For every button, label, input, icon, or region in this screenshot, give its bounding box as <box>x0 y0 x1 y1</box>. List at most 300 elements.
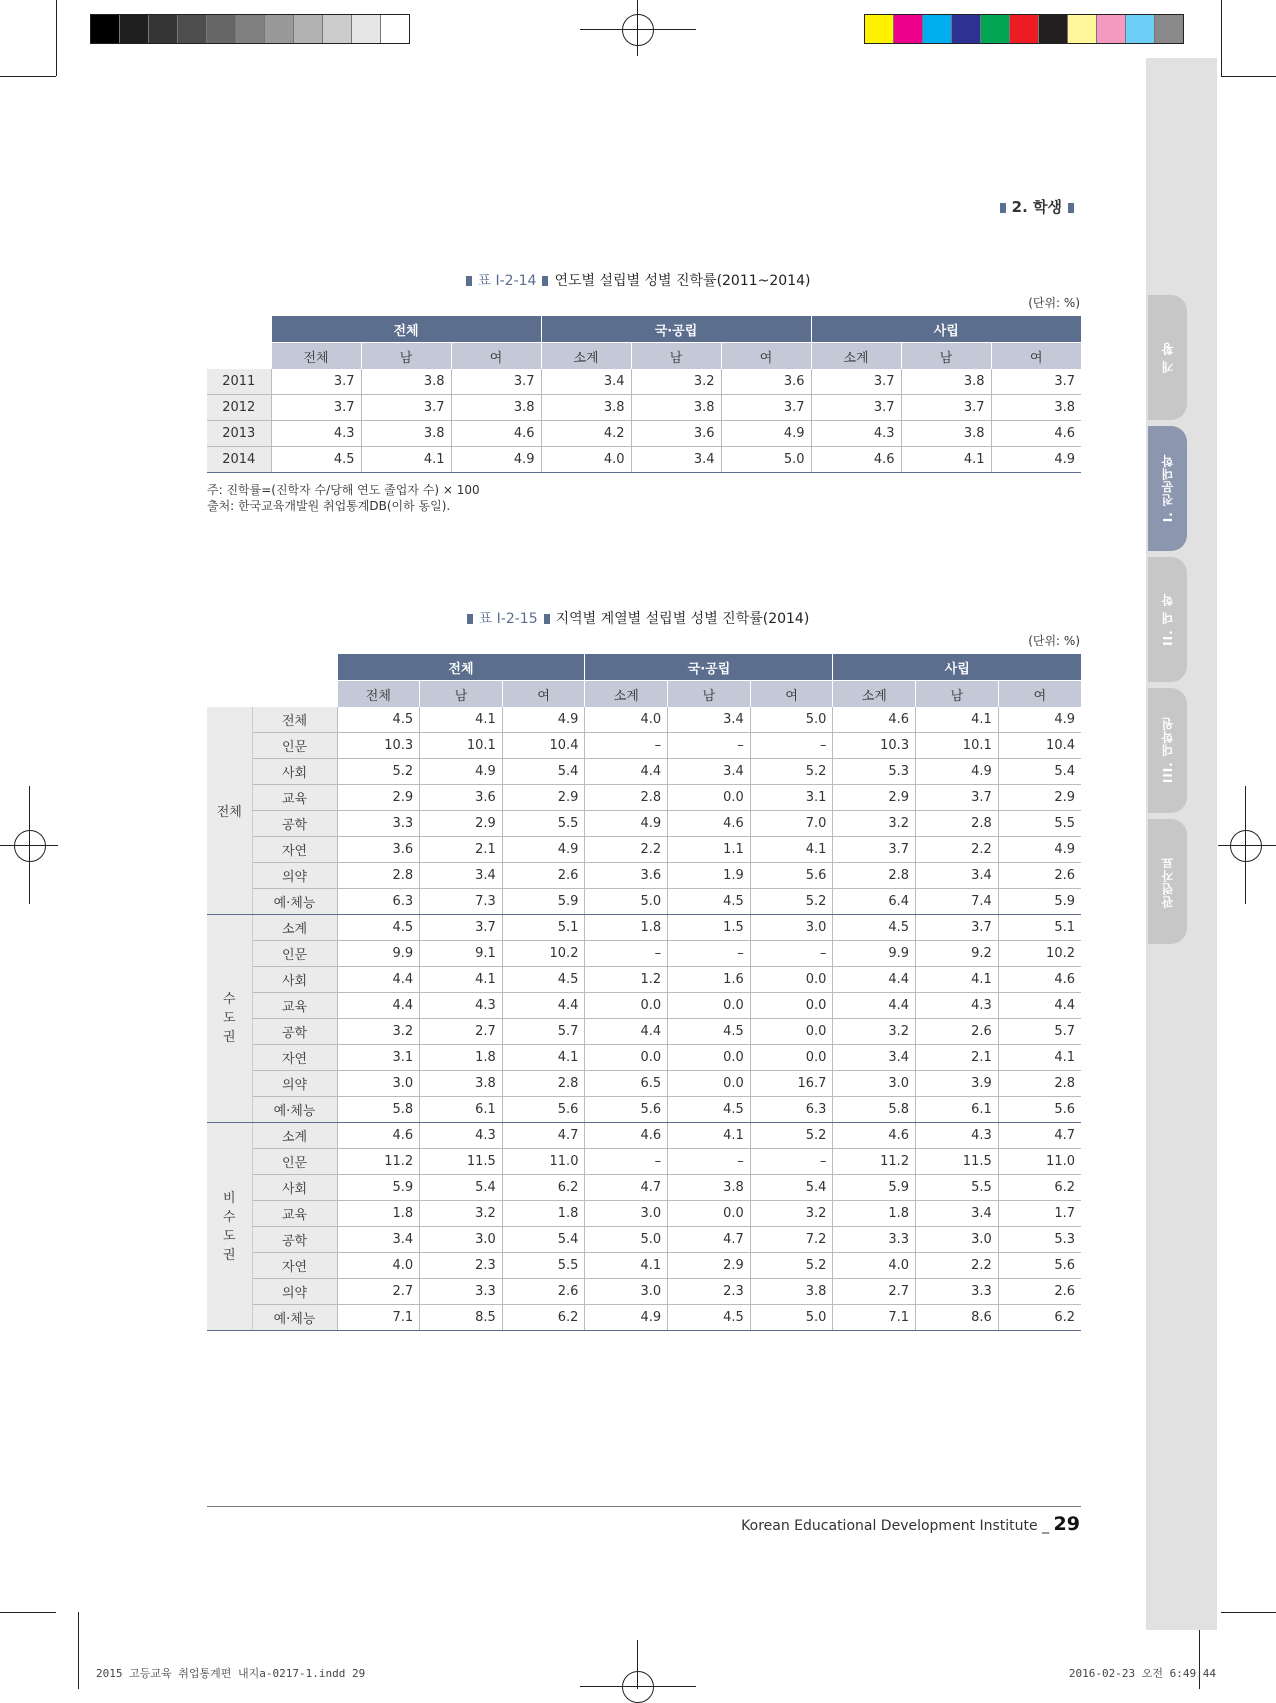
color-swatch <box>178 15 207 43</box>
value-cell: 3.6 <box>585 863 668 889</box>
value-cell: 5.5 <box>502 1253 585 1279</box>
group-header: 사립 <box>833 654 1081 681</box>
value-cell: 3.8 <box>451 395 541 421</box>
value-cell: – <box>750 1149 833 1175</box>
value-cell: 4.3 <box>420 993 503 1019</box>
value-cell: 5.8 <box>337 1097 420 1123</box>
value-cell: 1.8 <box>502 1201 585 1227</box>
color-swatch <box>952 15 981 43</box>
color-swatch <box>1126 15 1155 43</box>
value-cell: 11.2 <box>833 1149 916 1175</box>
value-cell: – <box>585 941 668 967</box>
value-cell: 6.5 <box>585 1071 668 1097</box>
value-cell: 2.9 <box>668 1253 751 1279</box>
value-cell: 3.0 <box>585 1279 668 1305</box>
table1-title-text: 연도별 설립별 성별 진학률(2011~2014) <box>554 273 811 289</box>
value-cell: 4.2 <box>541 421 631 447</box>
table-row <box>207 1201 1081 1227</box>
table2-group-header-row <box>207 654 1081 681</box>
value-cell: 0.0 <box>750 1045 833 1071</box>
tab-label: 개 황 <box>1161 341 1175 374</box>
table-row <box>207 1253 1081 1279</box>
color-swatch <box>149 15 178 43</box>
value-cell: 3.7 <box>811 369 901 395</box>
value-cell: 2.1 <box>916 1045 999 1071</box>
value-cell: 4.5 <box>271 447 361 473</box>
table-row <box>207 1123 1081 1149</box>
value-cell: 11.0 <box>998 1149 1081 1175</box>
value-cell: 10.2 <box>502 941 585 967</box>
sub-header: 여 <box>750 681 833 708</box>
category-cell: 인문 <box>252 1149 337 1175</box>
value-cell: 2.9 <box>502 785 585 811</box>
value-cell: – <box>668 941 751 967</box>
value-cell: 4.1 <box>361 447 451 473</box>
value-cell: 3.8 <box>361 421 451 447</box>
value-cell: 3.6 <box>337 837 420 863</box>
value-cell: 3.8 <box>541 395 631 421</box>
category-cell: 교육 <box>252 785 337 811</box>
group-header: 사립 <box>811 316 1081 343</box>
color-swatch <box>865 15 894 43</box>
value-cell: 3.7 <box>271 369 361 395</box>
value-cell: 3.4 <box>668 759 751 785</box>
value-cell: 3.0 <box>337 1071 420 1097</box>
value-cell: 3.4 <box>916 863 999 889</box>
color-swatch <box>1068 15 1097 43</box>
sub-header: 남 <box>916 681 999 708</box>
value-cell: 4.6 <box>585 1123 668 1149</box>
color-swatch <box>381 15 409 43</box>
value-cell: 5.9 <box>502 889 585 915</box>
value-cell: 0.0 <box>750 993 833 1019</box>
value-cell: 3.7 <box>451 369 541 395</box>
value-cell: 3.6 <box>631 421 721 447</box>
value-cell: 2.8 <box>916 811 999 837</box>
tab-label: II. 대 학 <box>1161 593 1175 646</box>
value-cell: 3.6 <box>721 369 811 395</box>
sub-header: 남 <box>901 343 991 370</box>
value-cell: 2.8 <box>337 863 420 889</box>
table2-title-text: 지역별 계열별 설립별 성별 진학률(2014) <box>555 611 810 627</box>
table2-sub-header-row <box>207 681 1081 708</box>
value-cell: 2.2 <box>916 837 999 863</box>
value-cell: 4.1 <box>916 707 999 733</box>
table-row <box>207 811 1081 837</box>
value-cell: 4.1 <box>502 1045 585 1071</box>
value-cell: 0.0 <box>668 993 751 1019</box>
value-cell: – <box>750 733 833 759</box>
table1-unit: (단위: %) <box>1028 296 1080 310</box>
value-cell: 10.4 <box>502 733 585 759</box>
value-cell: 7.0 <box>750 811 833 837</box>
value-cell: 3.8 <box>420 1071 503 1097</box>
value-cell: 3.3 <box>833 1227 916 1253</box>
value-cell: 3.7 <box>811 395 901 421</box>
value-cell: 7.2 <box>750 1227 833 1253</box>
value-cell: 4.0 <box>337 1253 420 1279</box>
category-cell: 사회 <box>252 1175 337 1201</box>
sub-header: 소계 <box>833 681 916 708</box>
value-cell: 4.3 <box>811 421 901 447</box>
region-label: 수도권 <box>222 992 236 1045</box>
tab-label: 관련자료 <box>1161 855 1175 908</box>
value-cell: 2.2 <box>585 837 668 863</box>
region-cell <box>207 707 252 915</box>
category-cell: 공학 <box>252 1227 337 1253</box>
value-cell: 6.3 <box>337 889 420 915</box>
section-header <box>994 196 1080 217</box>
value-cell: 4.6 <box>998 967 1081 993</box>
value-cell: 4.6 <box>811 447 901 473</box>
value-cell: 4.0 <box>833 1253 916 1279</box>
value-cell: 8.5 <box>420 1305 503 1331</box>
value-cell: 4.4 <box>833 993 916 1019</box>
value-cell: 3.8 <box>901 421 991 447</box>
tab-graduate-school[interactable] <box>1148 688 1187 813</box>
value-cell: 4.9 <box>998 707 1081 733</box>
table2-label: 표 Ⅰ-2-15 <box>478 611 538 627</box>
value-cell: 6.2 <box>502 1305 585 1331</box>
value-cell: 5.2 <box>750 1253 833 1279</box>
category-cell: 공학 <box>252 1019 337 1045</box>
value-cell: 2.6 <box>998 1279 1081 1305</box>
tab-junior-college[interactable] <box>1148 426 1187 551</box>
value-cell: 5.3 <box>998 1227 1081 1253</box>
value-cell: 1.5 <box>668 915 751 941</box>
color-swatch <box>294 15 323 43</box>
value-cell: 5.3 <box>833 759 916 785</box>
value-cell: 3.0 <box>750 915 833 941</box>
year-cell: 2013 <box>207 421 271 447</box>
value-cell: 1.8 <box>337 1201 420 1227</box>
value-cell: 3.4 <box>668 707 751 733</box>
value-cell: 2.6 <box>916 1019 999 1045</box>
value-cell: 4.9 <box>502 707 585 733</box>
value-cell: 3.2 <box>750 1201 833 1227</box>
table-row <box>207 447 1081 473</box>
value-cell: 3.7 <box>721 395 811 421</box>
value-cell: 3.0 <box>420 1227 503 1253</box>
value-cell: 10.4 <box>998 733 1081 759</box>
value-cell: 5.0 <box>721 447 811 473</box>
table-row <box>207 863 1081 889</box>
value-cell: 10.3 <box>833 733 916 759</box>
footer-rule <box>207 1506 1081 1507</box>
value-cell: 2.6 <box>502 863 585 889</box>
value-cell: 3.4 <box>337 1227 420 1253</box>
value-cell: 3.4 <box>420 863 503 889</box>
value-cell: – <box>668 1149 751 1175</box>
sub-header: 여 <box>998 681 1081 708</box>
table-row <box>207 1175 1081 1201</box>
tab-overview[interactable] <box>1148 295 1187 420</box>
value-cell: 1.2 <box>585 967 668 993</box>
table-row <box>207 1045 1081 1071</box>
value-cell: 0.0 <box>668 1201 751 1227</box>
year-cell: 2014 <box>207 447 271 473</box>
sub-header: 여 <box>721 343 811 370</box>
value-cell: 5.9 <box>337 1175 420 1201</box>
sub-header: 여 <box>991 343 1081 370</box>
value-cell: 4.9 <box>585 1305 668 1331</box>
value-cell: 5.2 <box>337 759 420 785</box>
value-cell: 2.8 <box>502 1071 585 1097</box>
value-cell: 4.9 <box>502 837 585 863</box>
value-cell: 6.2 <box>502 1175 585 1201</box>
value-cell: 4.9 <box>721 421 811 447</box>
value-cell: 0.0 <box>668 1045 751 1071</box>
sub-header: 남 <box>631 343 721 370</box>
value-cell: 3.2 <box>833 811 916 837</box>
page-footer <box>741 1513 1080 1535</box>
group-header: 전체 <box>271 316 541 343</box>
category-cell: 예·체능 <box>252 1305 337 1331</box>
table-row <box>207 421 1081 447</box>
value-cell: 3.2 <box>631 369 721 395</box>
value-cell: 4.6 <box>668 811 751 837</box>
sub-header: 소계 <box>541 343 631 370</box>
value-cell: 3.1 <box>337 1045 420 1071</box>
value-cell: 4.5 <box>668 1019 751 1045</box>
value-cell: 11.0 <box>502 1149 585 1175</box>
table-row <box>207 733 1081 759</box>
table1-source: 출처: 한국교육개발원 취업통계DB(이하 동일). <box>207 499 451 513</box>
value-cell: 4.1 <box>668 1123 751 1149</box>
value-cell: 4.3 <box>420 1123 503 1149</box>
value-cell: 3.1 <box>750 785 833 811</box>
value-cell: 4.1 <box>901 447 991 473</box>
value-cell: 4.5 <box>668 1305 751 1331</box>
sub-header: 남 <box>420 681 503 708</box>
value-cell: 3.2 <box>337 1019 420 1045</box>
table-row <box>207 369 1081 395</box>
value-cell: 4.6 <box>451 421 541 447</box>
value-cell: 4.4 <box>585 1019 668 1045</box>
value-cell: 1.1 <box>668 837 751 863</box>
value-cell: 2.7 <box>833 1279 916 1305</box>
page-number: 29 <box>1053 1513 1080 1535</box>
table-row <box>207 1071 1081 1097</box>
value-cell: 2.3 <box>420 1253 503 1279</box>
header-blank <box>207 654 337 681</box>
color-swatch <box>265 15 294 43</box>
year-cell: 2011 <box>207 369 271 395</box>
color-swatch <box>923 15 952 43</box>
color-swatch <box>352 15 381 43</box>
value-cell: 2.7 <box>337 1279 420 1305</box>
value-cell: 5.6 <box>998 1253 1081 1279</box>
value-cell: 1.8 <box>833 1201 916 1227</box>
value-cell: 3.3 <box>420 1279 503 1305</box>
value-cell: 3.0 <box>585 1201 668 1227</box>
value-cell: 4.4 <box>337 993 420 1019</box>
value-cell: 2.8 <box>585 785 668 811</box>
value-cell: 5.4 <box>998 759 1081 785</box>
region-cell <box>207 915 252 1123</box>
value-cell: 4.7 <box>585 1175 668 1201</box>
value-cell: 4.9 <box>585 811 668 837</box>
value-cell: 2.1 <box>420 837 503 863</box>
value-cell: 4.6 <box>833 707 916 733</box>
sub-header: 소계 <box>811 343 901 370</box>
table-row <box>207 1097 1081 1123</box>
value-cell: 3.8 <box>631 395 721 421</box>
category-cell: 인문 <box>252 941 337 967</box>
table-row <box>207 941 1081 967</box>
value-cell: 4.3 <box>916 993 999 1019</box>
value-cell: 2.8 <box>833 863 916 889</box>
value-cell: 4.9 <box>998 837 1081 863</box>
value-cell: 1.9 <box>668 863 751 889</box>
value-cell: 3.7 <box>916 785 999 811</box>
value-cell: 5.0 <box>750 707 833 733</box>
sub-header: 남 <box>361 343 451 370</box>
value-cell: 5.0 <box>750 1305 833 1331</box>
table-row <box>207 707 1081 733</box>
sub-header: 남 <box>668 681 751 708</box>
value-cell: 4.0 <box>585 707 668 733</box>
value-cell: 5.6 <box>998 1097 1081 1123</box>
value-cell: 5.9 <box>998 889 1081 915</box>
color-swatch <box>120 15 149 43</box>
value-cell: 3.9 <box>916 1071 999 1097</box>
value-cell: – <box>750 941 833 967</box>
sub-header: 전체 <box>337 681 420 708</box>
table1-sub-header-row <box>207 343 1081 370</box>
sub-header: 전체 <box>271 343 361 370</box>
value-cell: 10.1 <box>916 733 999 759</box>
value-cell: 4.6 <box>833 1123 916 1149</box>
value-cell: 9.1 <box>420 941 503 967</box>
value-cell: 3.4 <box>916 1201 999 1227</box>
color-swatch <box>323 15 352 43</box>
value-cell: 4.5 <box>833 915 916 941</box>
value-cell: 4.7 <box>502 1123 585 1149</box>
value-cell: 6.1 <box>420 1097 503 1123</box>
color-swatch <box>91 15 120 43</box>
value-cell: 9.9 <box>833 941 916 967</box>
value-cell: 5.4 <box>750 1175 833 1201</box>
table-row <box>207 889 1081 915</box>
slug-filename: 2015 고등교육 취업통계편 내지a-0217-1.indd 29 <box>96 1667 366 1680</box>
value-cell: 5.0 <box>585 1227 668 1253</box>
tab-related-data[interactable] <box>1148 819 1187 944</box>
value-cell: 4.1 <box>420 967 503 993</box>
value-cell: 3.2 <box>833 1019 916 1045</box>
value-cell: 4.4 <box>998 993 1081 1019</box>
value-cell: 2.9 <box>998 785 1081 811</box>
gray-color-bar <box>90 14 410 44</box>
value-cell: 11.2 <box>337 1149 420 1175</box>
value-cell: 6.4 <box>833 889 916 915</box>
value-cell: – <box>585 733 668 759</box>
tab-label: I. 전문대학 <box>1161 454 1175 523</box>
value-cell: 1.8 <box>585 915 668 941</box>
value-cell: 1.7 <box>998 1201 1081 1227</box>
value-cell: 7.3 <box>420 889 503 915</box>
value-cell: 4.5 <box>668 1097 751 1123</box>
table-row <box>207 915 1081 941</box>
value-cell: 9.9 <box>337 941 420 967</box>
value-cell: 4.5 <box>502 967 585 993</box>
value-cell: 5.6 <box>585 1097 668 1123</box>
value-cell: 4.0 <box>541 447 631 473</box>
value-cell: 3.7 <box>420 915 503 941</box>
value-cell: 4.3 <box>916 1123 999 1149</box>
value-cell: 6.2 <box>998 1305 1081 1331</box>
table1-notes <box>207 482 480 514</box>
table-row <box>207 993 1081 1019</box>
value-cell: 3.7 <box>916 915 999 941</box>
value-cell: 5.6 <box>502 1097 585 1123</box>
color-swatch <box>207 15 236 43</box>
value-cell: 0.0 <box>585 993 668 1019</box>
value-cell: 5.0 <box>585 889 668 915</box>
region-label: 전체 <box>216 805 242 820</box>
value-cell: 5.7 <box>998 1019 1081 1045</box>
sub-header: 여 <box>451 343 541 370</box>
value-cell: 1.8 <box>420 1045 503 1071</box>
group-header: 전체 <box>337 654 585 681</box>
table1-note: 주: 진학률=(진학자 수/당해 연도 졸업자 수) × 100 <box>207 483 480 497</box>
value-cell: 5.5 <box>502 811 585 837</box>
value-cell: 4.4 <box>585 759 668 785</box>
color-swatch <box>1010 15 1039 43</box>
value-cell: 6.2 <box>998 1175 1081 1201</box>
value-cell: 2.9 <box>833 785 916 811</box>
table-row <box>207 395 1081 421</box>
table1 <box>207 316 1081 473</box>
value-cell: 2.9 <box>420 811 503 837</box>
table-row <box>207 837 1081 863</box>
color-swatch <box>1155 15 1183 43</box>
value-cell: 5.9 <box>833 1175 916 1201</box>
group-header: 국·공립 <box>541 316 811 343</box>
value-cell: 2.6 <box>502 1279 585 1305</box>
sub-header: 소계 <box>585 681 668 708</box>
value-cell: 5.6 <box>750 863 833 889</box>
value-cell: 3.0 <box>833 1071 916 1097</box>
value-cell: 10.3 <box>337 733 420 759</box>
value-cell: 9.2 <box>916 941 999 967</box>
value-cell: 7.4 <box>916 889 999 915</box>
value-cell: 3.7 <box>901 395 991 421</box>
category-cell: 의약 <box>252 1071 337 1097</box>
table-row <box>207 1279 1081 1305</box>
table-row <box>207 1227 1081 1253</box>
value-cell: 0.0 <box>750 1019 833 1045</box>
value-cell: 3.4 <box>631 447 721 473</box>
category-cell: 교육 <box>252 993 337 1019</box>
value-cell: 6.3 <box>750 1097 833 1123</box>
value-cell: 2.3 <box>668 1279 751 1305</box>
slug-timestamp: 2016-02-23 오전 6:49:44 <box>1068 1667 1216 1680</box>
value-cell: 11.5 <box>916 1149 999 1175</box>
category-cell: 의약 <box>252 863 337 889</box>
value-cell: – <box>668 733 751 759</box>
value-cell: 5.1 <box>502 915 585 941</box>
value-cell: 4.1 <box>585 1253 668 1279</box>
process-color-bar <box>864 14 1184 44</box>
category-cell: 자연 <box>252 837 337 863</box>
value-cell: 4.4 <box>337 967 420 993</box>
value-cell: 3.3 <box>916 1279 999 1305</box>
table-row <box>207 759 1081 785</box>
value-cell: 7.1 <box>833 1305 916 1331</box>
table2 <box>207 654 1081 1331</box>
table2-unit: (단위: %) <box>1028 634 1080 648</box>
